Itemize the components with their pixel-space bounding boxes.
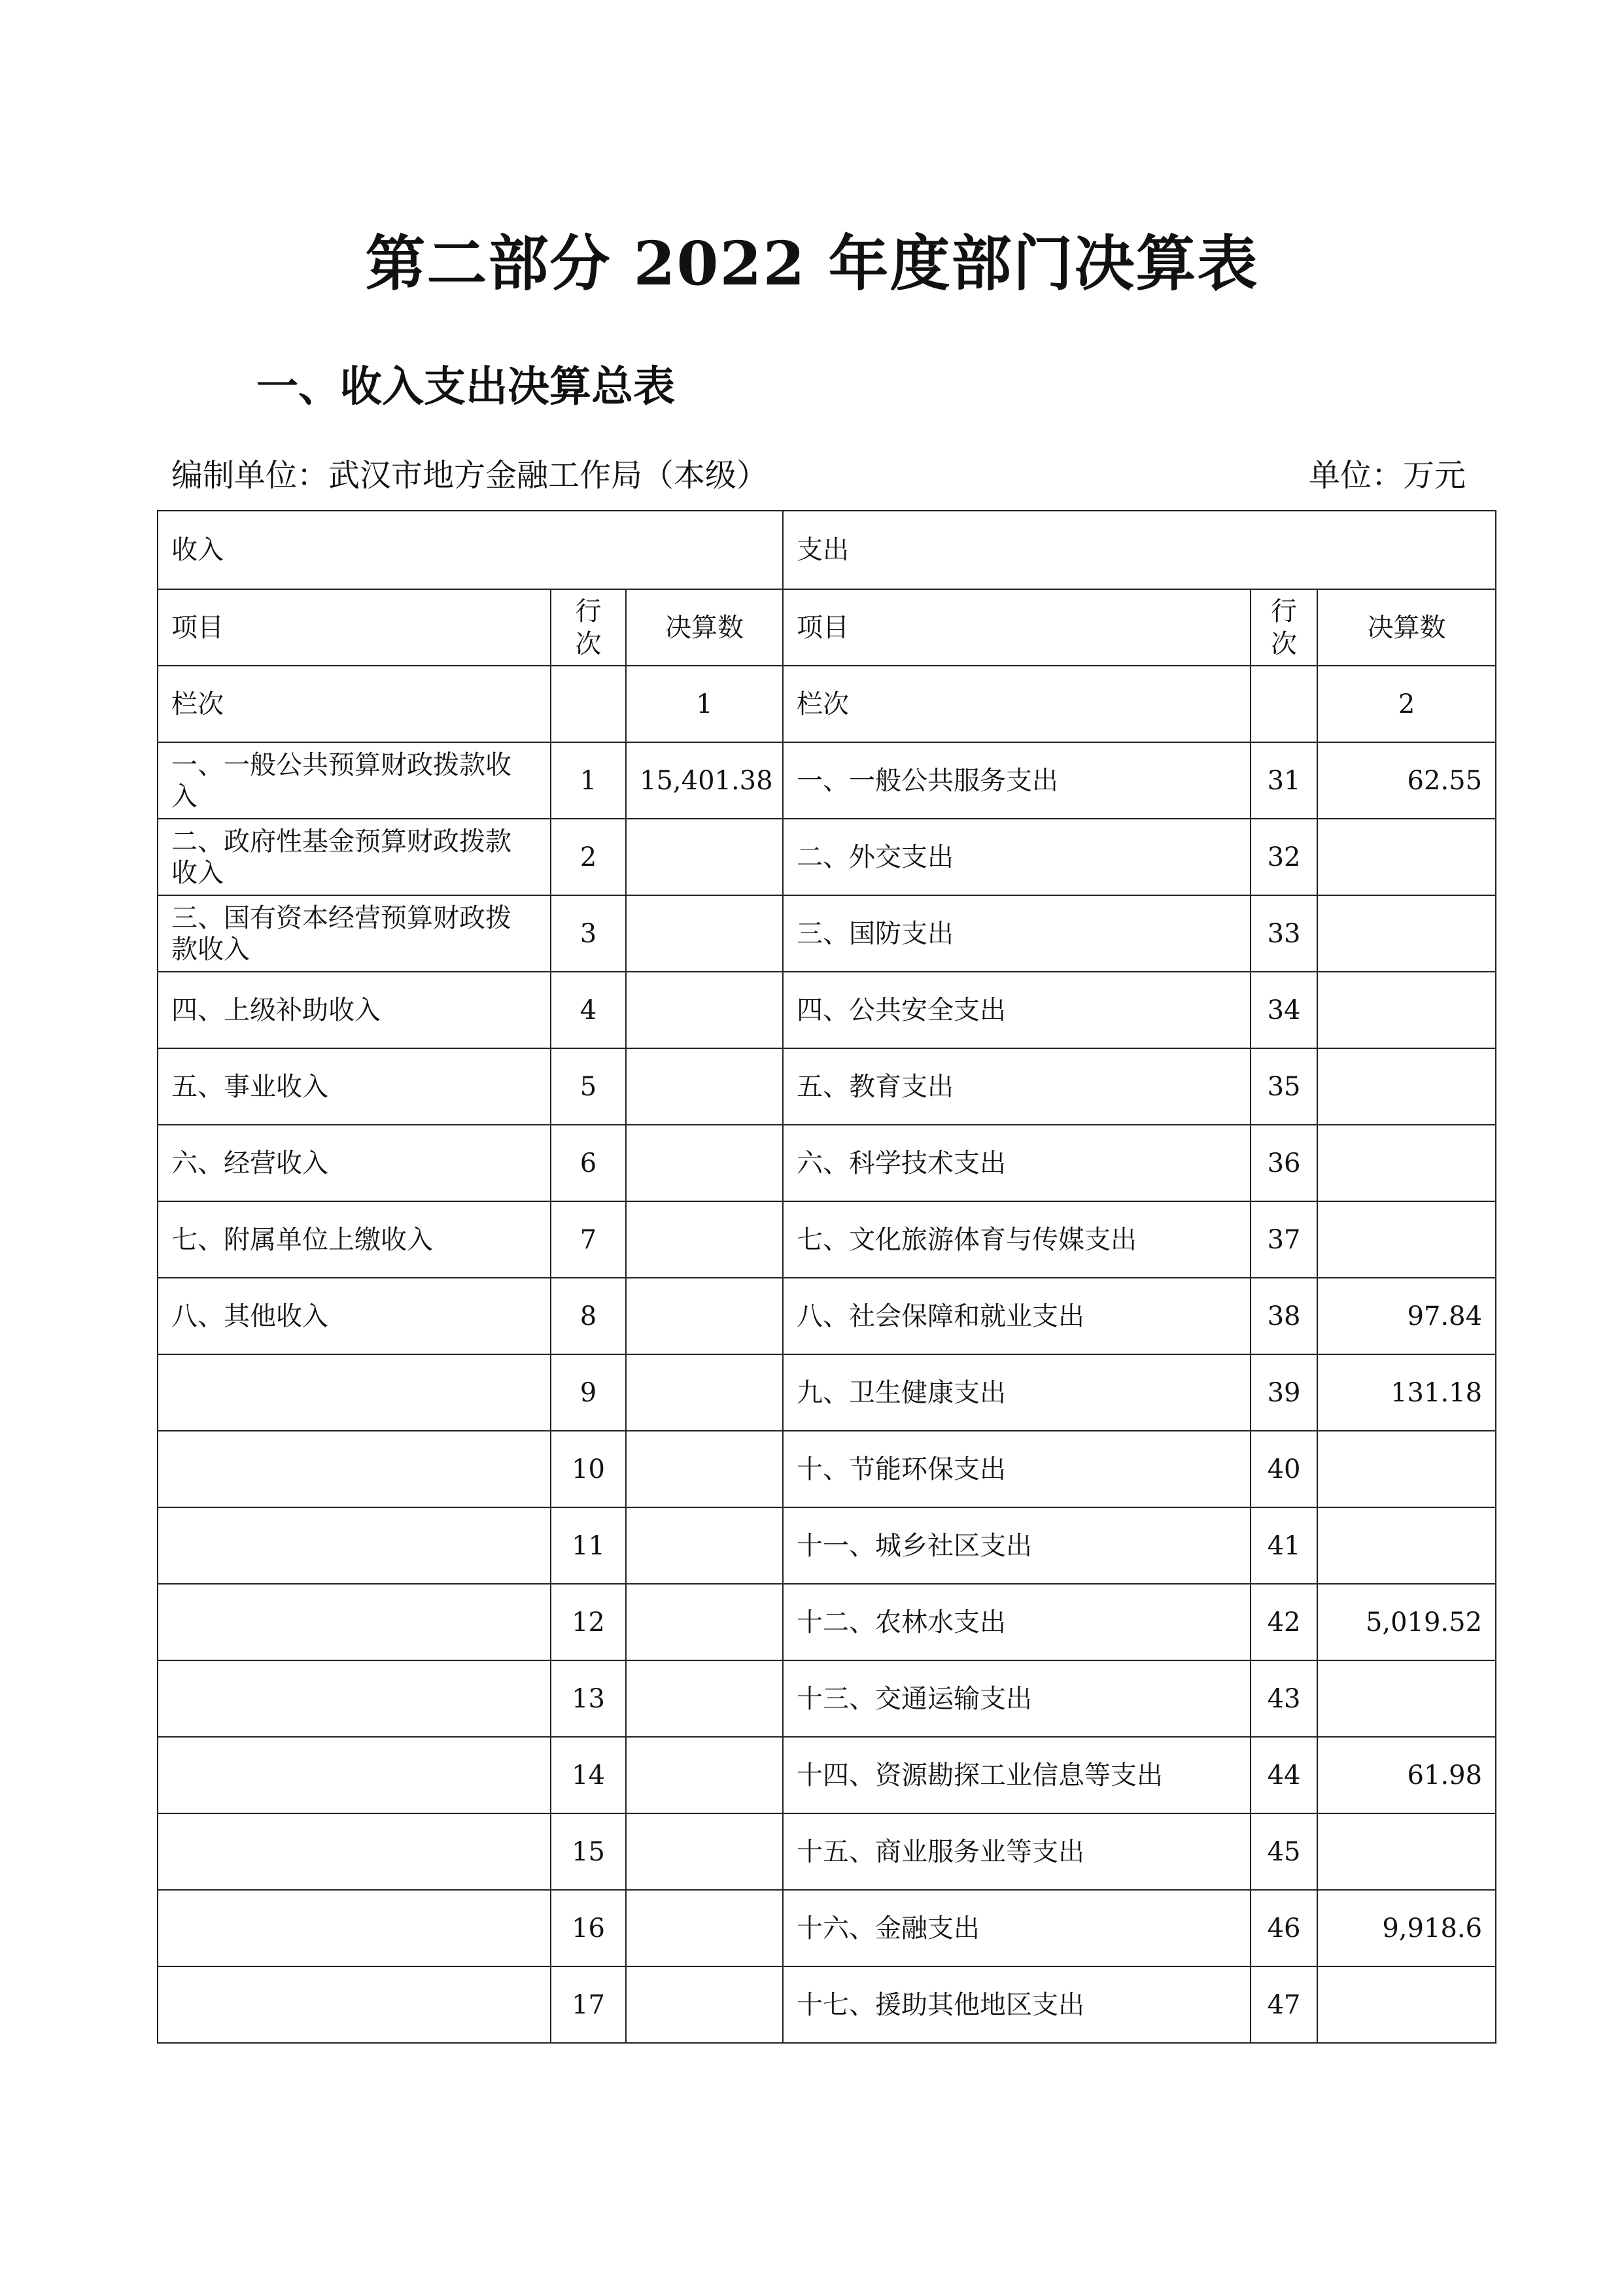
- table-row: [158, 895, 1496, 972]
- expense-lane-number: 2: [1317, 666, 1496, 742]
- income-item-cell: 八、其他收入: [158, 1278, 551, 1354]
- table-row: [158, 1354, 1496, 1431]
- income-line-cell: 14: [551, 1737, 626, 1813]
- income-item-cell: [158, 1813, 551, 1890]
- income-item-cell: 七、附属单位上缴收入: [158, 1201, 551, 1278]
- expense-item-cell: 三、国防支出: [783, 895, 1251, 972]
- expense-lane-label: 栏次: [783, 666, 1251, 742]
- income-item-cell: [158, 1584, 551, 1660]
- expense-item-cell: 九、卫生健康支出: [783, 1354, 1251, 1431]
- income-item-cell: [158, 1354, 551, 1431]
- org-label: 编制单位：武汉市地方金融工作局（本级）: [171, 457, 769, 494]
- expense-item-cell: 十四、资源勘探工业信息等支出: [783, 1737, 1251, 1813]
- income-amount-cell: [626, 1660, 783, 1737]
- expense-item-cell: 四、公共安全支出: [783, 972, 1251, 1048]
- expense-amount-cell: [1317, 1507, 1496, 1584]
- expense-amount-cell: 131.18: [1317, 1354, 1496, 1431]
- table-row: [158, 1966, 1496, 2043]
- income-amount-cell: [626, 1125, 783, 1201]
- income-amount-cell: [626, 1048, 783, 1125]
- expense-amount-cell: [1317, 1201, 1496, 1278]
- expense-amount-cell: 97.84: [1317, 1278, 1496, 1354]
- income-item-cell: [158, 1660, 551, 1737]
- income-amount-cell: [626, 819, 783, 895]
- income-amount-cell: [626, 972, 783, 1048]
- income-item-cell: [158, 1507, 551, 1584]
- income-item-cell: 四、上级补助收入: [158, 972, 551, 1048]
- income-line-cell: 13: [551, 1660, 626, 1737]
- table-row: [158, 1584, 1496, 1660]
- table-row: [158, 1048, 1496, 1125]
- income-item-cell: [158, 1890, 551, 1966]
- income-line-header: [551, 589, 626, 666]
- table-row: [158, 1431, 1496, 1507]
- income-amount-cell: [626, 1966, 783, 2043]
- expense-header: 支出: [783, 511, 1496, 589]
- income-amount-cell: [626, 895, 783, 972]
- expense-line-cell: 45: [1251, 1813, 1317, 1890]
- income-amount-cell: [626, 1507, 783, 1584]
- income-amount-cell: [626, 1354, 783, 1431]
- expense-amount-header: 决算数: [1317, 589, 1496, 666]
- expense-amount-cell: [1317, 1431, 1496, 1507]
- income-amount-cell: [626, 1737, 783, 1813]
- expense-item-cell: 七、文化旅游体育与传媒支出: [783, 1201, 1251, 1278]
- expense-amount-cell: 9,918.6: [1317, 1890, 1496, 1966]
- budget-summary-table: [157, 510, 1496, 2044]
- expense-amount-cell: 5,019.52: [1317, 1584, 1496, 1660]
- income-item-cell: 三、国有资本经营预算财政拨款收入: [158, 895, 551, 972]
- table-row: [158, 1507, 1496, 1584]
- income-item-cell: 六、经营收入: [158, 1125, 551, 1201]
- expense-amount-cell: 61.98: [1317, 1737, 1496, 1813]
- income-amount-header: 决算数: [626, 589, 783, 666]
- table-row: [158, 1201, 1496, 1278]
- expense-amount-cell: [1317, 1966, 1496, 2043]
- expense-item-header: 项目: [783, 589, 1251, 666]
- expense-lane-line: [1251, 666, 1317, 742]
- income-header: 收入: [158, 511, 783, 589]
- income-lane-label: 栏次: [158, 666, 551, 742]
- income-item-cell: [158, 1966, 551, 2043]
- expense-item-cell: 六、科学技术支出: [783, 1125, 1251, 1201]
- line-header-a: 行: [575, 596, 602, 626]
- expense-item-cell: 十五、商业服务业等支出: [783, 1813, 1251, 1890]
- table-row: [158, 972, 1496, 1048]
- expense-item-cell: 十七、援助其他地区支出: [783, 1966, 1251, 2043]
- expense-item-cell: 十二、农林水支出: [783, 1584, 1251, 1660]
- table-header-columns: [158, 589, 1496, 666]
- line-header-a: 行: [1271, 596, 1298, 626]
- table-header-section: [158, 511, 1496, 589]
- income-line-cell: 11: [551, 1507, 626, 1584]
- income-amount-cell: [626, 1890, 783, 1966]
- income-item-cell: [158, 1431, 551, 1507]
- expense-line-cell: 36: [1251, 1125, 1317, 1201]
- line-header-b: 次: [575, 628, 602, 659]
- income-line-cell: 17: [551, 1966, 626, 2043]
- expense-line-cell: 40: [1251, 1431, 1317, 1507]
- expense-item-cell: 五、教育支出: [783, 1048, 1251, 1125]
- expense-item-cell: 十六、金融支出: [783, 1890, 1251, 1966]
- income-line-cell: 5: [551, 1048, 626, 1125]
- expense-item-cell: 八、社会保障和就业支出: [783, 1278, 1251, 1354]
- expense-line-cell: 35: [1251, 1048, 1317, 1125]
- expense-amount-cell: [1317, 1048, 1496, 1125]
- income-line-cell: 4: [551, 972, 626, 1048]
- section-title: 一、收入支出决算总表: [256, 362, 675, 411]
- income-item-header: 项目: [158, 589, 551, 666]
- expense-amount-cell: 62.55: [1317, 742, 1496, 819]
- expense-item-cell: 十三、交通运输支出: [783, 1660, 1251, 1737]
- expense-amount-cell: [1317, 1813, 1496, 1890]
- lane-row: [158, 666, 1496, 742]
- income-line-cell: 9: [551, 1354, 626, 1431]
- income-amount-cell: [626, 1278, 783, 1354]
- income-amount-cell: [626, 1201, 783, 1278]
- table-row: [158, 1813, 1496, 1890]
- expense-line-cell: 47: [1251, 1966, 1317, 2043]
- income-line-cell: 3: [551, 895, 626, 972]
- table-row: [158, 1125, 1496, 1201]
- expense-item-cell: 一、一般公共服务支出: [783, 742, 1251, 819]
- income-item-cell: 一、一般公共预算财政拨款收入: [158, 742, 551, 819]
- expense-line-cell: 38: [1251, 1278, 1317, 1354]
- income-amount-cell: 15,401.38: [626, 742, 783, 819]
- income-line-cell: 16: [551, 1890, 626, 1966]
- income-line-cell: 7: [551, 1201, 626, 1278]
- expense-amount-cell: [1317, 819, 1496, 895]
- expense-amount-cell: [1317, 972, 1496, 1048]
- expense-line-cell: 41: [1251, 1507, 1317, 1584]
- expense-line-cell: 33: [1251, 895, 1317, 972]
- expense-item-cell: 十一、城乡社区支出: [783, 1507, 1251, 1584]
- expense-line-cell: 46: [1251, 1890, 1317, 1966]
- expense-item-cell: 十、节能环保支出: [783, 1431, 1251, 1507]
- table-row: [158, 1278, 1496, 1354]
- income-item-cell: 二、政府性基金预算财政拨款收入: [158, 819, 551, 895]
- line-header-b: 次: [1271, 628, 1298, 659]
- income-line-cell: 8: [551, 1278, 626, 1354]
- income-amount-cell: [626, 1813, 783, 1890]
- income-line-cell: 12: [551, 1584, 626, 1660]
- table-row: [158, 1890, 1496, 1966]
- income-lane-line: [551, 666, 626, 742]
- income-amount-cell: [626, 1431, 783, 1507]
- expense-line-cell: 37: [1251, 1201, 1317, 1278]
- expense-line-cell: 42: [1251, 1584, 1317, 1660]
- income-line-cell: 15: [551, 1813, 626, 1890]
- table-row: [158, 1660, 1496, 1737]
- expense-line-cell: 31: [1251, 742, 1317, 819]
- expense-amount-cell: [1317, 1660, 1496, 1737]
- income-amount-cell: [626, 1584, 783, 1660]
- expense-line-cell: 32: [1251, 819, 1317, 895]
- expense-amount-cell: [1317, 1125, 1496, 1201]
- income-line-cell: 6: [551, 1125, 626, 1201]
- table-row: [158, 819, 1496, 895]
- income-line-cell: 2: [551, 819, 626, 895]
- expense-line-cell: 39: [1251, 1354, 1317, 1431]
- income-item-cell: 五、事业收入: [158, 1048, 551, 1125]
- income-line-cell: 1: [551, 742, 626, 819]
- income-line-cell: 10: [551, 1431, 626, 1507]
- expense-amount-cell: [1317, 895, 1496, 972]
- page-title: 第二部分 2022 年度部门决算表: [365, 228, 1259, 299]
- expense-line-cell: 34: [1251, 972, 1317, 1048]
- unit-label: 单位：万元: [1308, 457, 1466, 494]
- income-lane-number: 1: [626, 666, 783, 742]
- expense-line-header: [1251, 589, 1317, 666]
- income-item-cell: [158, 1737, 551, 1813]
- expense-line-cell: 43: [1251, 1660, 1317, 1737]
- table-row: [158, 742, 1496, 819]
- table-row: [158, 1737, 1496, 1813]
- expense-line-cell: 44: [1251, 1737, 1317, 1813]
- expense-item-cell: 二、外交支出: [783, 819, 1251, 895]
